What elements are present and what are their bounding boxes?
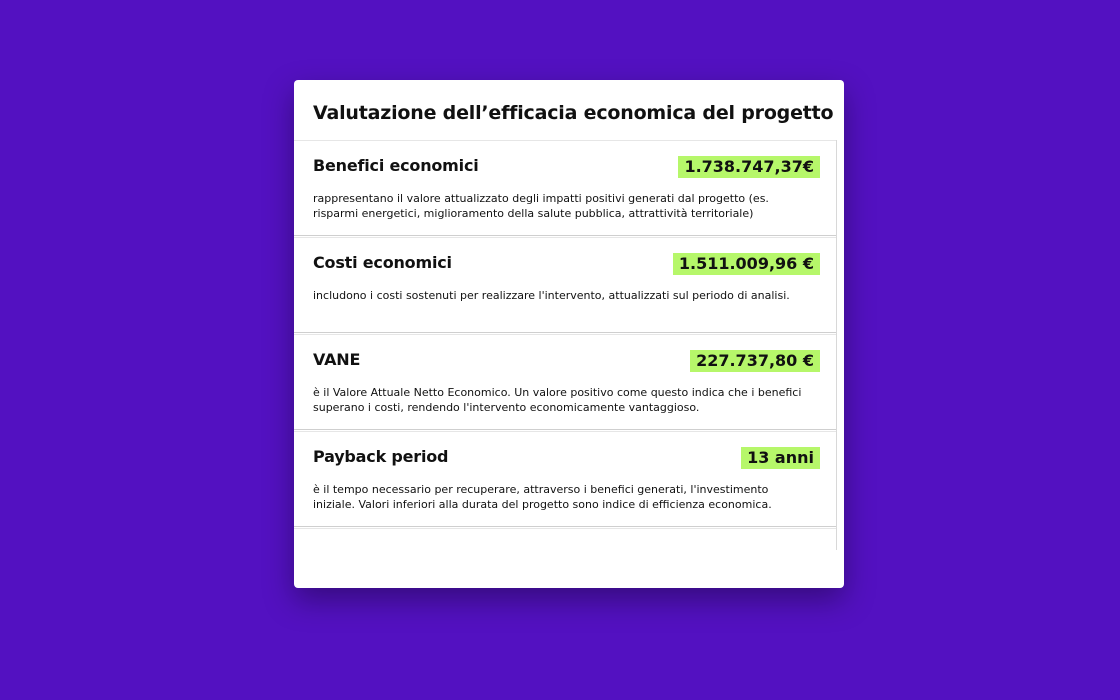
list-item-partial (294, 528, 836, 549)
metric-description: includono i costi sostenuti per realizzare l'intervento, attualizzati sul periodo di analisi. (313, 289, 790, 302)
card-title: Valutazione dell’efficacia economica del progetto (313, 102, 834, 124)
metrics-list[interactable] (294, 140, 837, 550)
metric-description: è il Valore Attuale Netto Economico. Un valore positivo come questo indica che i benefici superano i costi, rendendo l'intervento economicamente vantaggioso. (313, 386, 802, 414)
metric-description: rappresentano il valore attualizzato degli impatti positivi generati dal progetto (es. risparmi energetici, miglioramento della salute pubblica, attrattività territoriale) (313, 192, 769, 220)
metric-item-costi (294, 237, 836, 333)
metric-value-badge: 1.738.747,37€ (678, 156, 820, 178)
economic-evaluation-card (294, 80, 844, 588)
metric-description: è il tempo necessario per recuperare, attraverso i benefici generati, l'investimento iniziale. Valori inferiori alla durata del progetto sono indice di efficienza economica. (313, 483, 772, 511)
metric-item-benefici (294, 140, 836, 236)
metric-name: VANE (313, 350, 361, 369)
metric-name: Costi economici (313, 253, 452, 272)
metric-item-payback (294, 431, 836, 527)
metric-value-badge: 13 anni (741, 447, 820, 469)
metric-item-vane (294, 334, 836, 430)
metric-name: Benefici economici (313, 156, 479, 175)
metric-value-badge: 1.511.009,96 € (673, 253, 820, 275)
metric-name: Payback period (313, 447, 449, 466)
metric-value-badge: 227.737,80 € (690, 350, 820, 372)
